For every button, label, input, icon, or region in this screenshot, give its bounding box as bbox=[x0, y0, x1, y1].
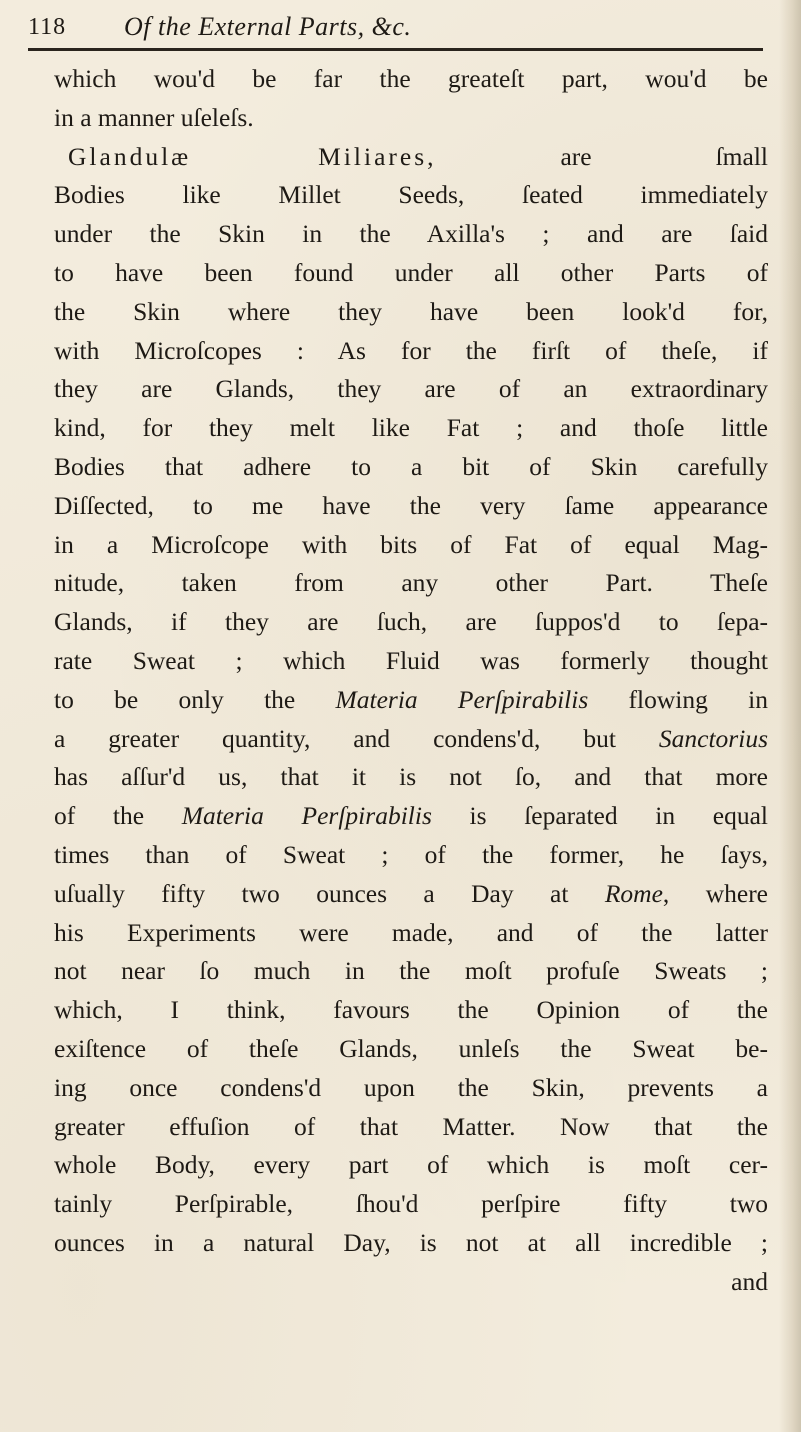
text-line: nitude, taken from any other Part. Theſe bbox=[54, 568, 768, 598]
text-line: with Microſcopes : As for the firſt of theſe, if bbox=[54, 335, 768, 365]
text-line: kind, for they melt like Fat ; and thoſe little bbox=[54, 413, 768, 443]
text-line: Diſſected, to me have the very ſame appearance bbox=[54, 490, 768, 520]
text-line: whole Body, every part of which is moſt cer- bbox=[54, 1150, 768, 1180]
italic-term: Materia Perſpirabilis bbox=[335, 684, 589, 714]
body-text bbox=[54, 60, 768, 1302]
italic-term: Sanctorius bbox=[658, 723, 768, 753]
text-line: the Skin where they have been look'd for, bbox=[54, 296, 768, 326]
text-line: under the Skin in the Axilla's ; and are ſaid bbox=[54, 219, 768, 249]
text-line: his Experiments were made, and of the latter bbox=[54, 917, 768, 947]
header-rule bbox=[28, 48, 763, 51]
text-line: uſually fifty two ounces a Day at Rome, where bbox=[54, 878, 768, 908]
text-line: a greater quantity, and condens'd, but Sanctorius bbox=[54, 723, 768, 753]
text-line: Glandulæ Miliares, are ſmall bbox=[68, 141, 768, 171]
page-header bbox=[28, 8, 773, 48]
text-line: in a Microſcope with bits of Fat of equal Mag- bbox=[54, 529, 768, 559]
text-line: Glands, if they are ſuch, are ſuppos'd to ſepa- bbox=[54, 607, 768, 637]
text-line: ounces in a natural Day, is not at all incredible ; bbox=[54, 1227, 768, 1257]
text-line: rate Sweat ; which Fluid was formerly thought bbox=[54, 645, 768, 675]
text-line: ing once condens'd upon the Skin, prevents a bbox=[54, 1072, 768, 1102]
glandulae-miliares-term: Glandulæ Miliares, bbox=[68, 141, 437, 171]
text-line: Bodies that adhere to a bit of Skin carefully bbox=[54, 451, 768, 481]
text-line: of the Materia Perſpirabilis is ſeparated in equal bbox=[54, 801, 768, 831]
text-line: which wou'd be far the greateſt part, wou'd be bbox=[54, 64, 768, 93]
text-line: not near ſo much in the moſt profuſe Sweats ; bbox=[54, 956, 768, 986]
text-line: to have been found under all other Parts of bbox=[54, 257, 768, 287]
text-line: Bodies like Millet Seeds, ſeated immediately bbox=[54, 180, 768, 210]
running-head: Of the External Parts, &c. bbox=[124, 12, 412, 41]
italic-term: Rome bbox=[604, 878, 663, 908]
text-line: exiſtence of theſe Glands, unleſs the Sweat be- bbox=[54, 1033, 768, 1063]
text-line: to be only the Materia Perſpirabilis flowing in bbox=[54, 684, 768, 714]
text-line: greater effuſion of that Matter. Now that the bbox=[54, 1111, 768, 1141]
page-gutter-shadow bbox=[779, 0, 801, 1432]
text-line: has aſſur'd us, that it is not ſo, and that more bbox=[54, 762, 768, 792]
text-line: which, I think, favours the Opinion of the bbox=[54, 995, 768, 1025]
text-line: in a manner uſeleſs. bbox=[54, 102, 254, 132]
catchword: and bbox=[731, 1266, 768, 1296]
page-number: 118 bbox=[28, 14, 67, 40]
text-line: they are Glands, they are of an extraordinary bbox=[54, 374, 768, 404]
text-line: tainly Perſpirable, ſhou'd perſpire fifty two bbox=[54, 1189, 768, 1219]
italic-term: Materia Perſpirabilis bbox=[181, 801, 432, 831]
text-line: times than of Sweat ; of the former, he ſays, bbox=[54, 839, 768, 869]
